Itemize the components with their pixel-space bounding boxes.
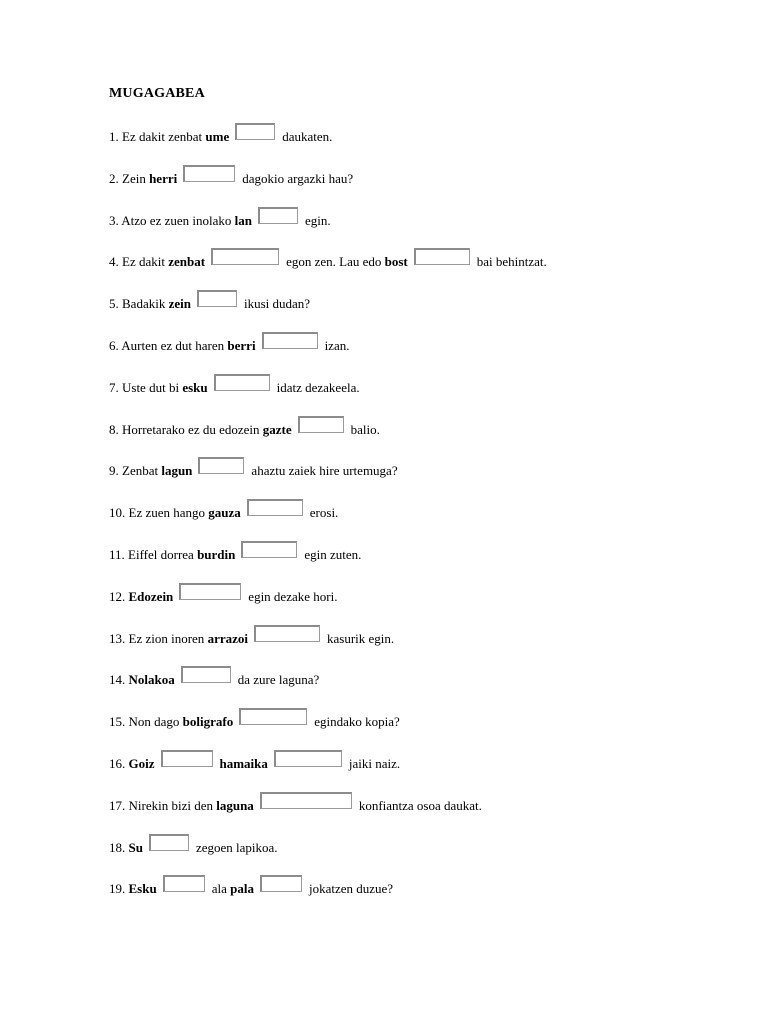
answer-input[interactable]	[260, 875, 302, 892]
sentence-text: 7. Uste dut bi	[109, 380, 183, 395]
sentence-text: kasurik egin.	[326, 631, 395, 646]
exercise-item	[109, 880, 393, 898]
keyword-text: berri	[227, 338, 256, 353]
sentence-text: egindako kopia?	[314, 714, 400, 729]
keyword-text: gauza	[208, 505, 241, 520]
sentence-text: egin zuten.	[304, 547, 362, 562]
sentence-text: 18.	[109, 840, 129, 855]
exercise-item	[109, 462, 398, 480]
answer-input[interactable]	[239, 708, 307, 725]
sentence-text: idatz dezakeela.	[276, 380, 360, 395]
keyword-text: bost	[384, 254, 408, 269]
sentence-text: 8. Horretarako ez du edozein	[109, 422, 263, 437]
sentence-text: 2. Zein	[109, 171, 150, 186]
sentence-text: erosi.	[309, 505, 339, 520]
sentence-text: daukaten.	[282, 129, 333, 144]
sentence-text: 9. Zenbat	[109, 463, 162, 478]
answer-input[interactable]	[214, 374, 270, 391]
exercise-item	[109, 337, 349, 355]
keyword-text: arrazoi	[207, 631, 248, 646]
exercise-item	[109, 588, 337, 606]
keyword-text: Edozein	[128, 589, 174, 604]
keyword-text: burdin	[197, 547, 236, 562]
keyword-text: lan	[234, 213, 252, 228]
keyword-text: hamaika	[219, 756, 268, 771]
keyword-text: esku	[182, 380, 208, 395]
sentence-text: 13. Ez zion inoren	[109, 631, 208, 646]
sentence-text: 1. Ez dakit zenbat	[109, 129, 206, 144]
answer-input[interactable]	[181, 666, 231, 683]
answer-input[interactable]	[183, 165, 235, 182]
sentence-text: 17. Nirekin bizi den	[109, 798, 217, 813]
sentence-text: bai behintzat.	[476, 254, 547, 269]
sentence-text: 3. Atzo ez zuen inolako	[109, 213, 235, 228]
keyword-text: Esku	[128, 881, 157, 896]
sentence-text: dagokio argazki hau?	[242, 171, 354, 186]
answer-input[interactable]	[260, 792, 352, 809]
exercise-item	[109, 713, 400, 731]
answer-input[interactable]	[198, 457, 244, 474]
sentence-text: 14.	[109, 672, 129, 687]
answer-input[interactable]	[241, 541, 297, 558]
answer-input[interactable]	[235, 123, 275, 140]
answer-input[interactable]	[161, 750, 213, 767]
keyword-text: Goiz	[128, 756, 155, 771]
keyword-text: Su	[128, 840, 143, 855]
keyword-text: zenbat	[168, 254, 206, 269]
exercise-item	[109, 128, 332, 146]
sentence-text: 11. Eiffel dorrea	[109, 547, 198, 562]
answer-input[interactable]	[258, 207, 298, 224]
sentence-text: 5. Badakik	[109, 296, 169, 311]
answer-input[interactable]	[298, 416, 344, 433]
sentence-text: jokatzen duzue?	[308, 881, 394, 896]
answer-input[interactable]	[179, 583, 241, 600]
page-title: MUGAGABEA	[109, 86, 205, 101]
keyword-text: gazte	[262, 422, 292, 437]
keyword-text: laguna	[216, 798, 254, 813]
sentence-text: ikusi dudan?	[243, 296, 311, 311]
sentence-text: 19.	[109, 881, 129, 896]
keyword-text: Nolakoa	[128, 672, 175, 687]
sentence-text: 4. Ez dakit	[109, 254, 169, 269]
keyword-text: pala	[230, 881, 254, 896]
keyword-text: zein	[168, 296, 191, 311]
sentence-text: 10. Ez zuen hango	[109, 505, 209, 520]
sentence-text: 6. Aurten ez dut haren	[109, 338, 228, 353]
exercise-item	[109, 755, 400, 773]
sentence-text: da zure laguna?	[237, 672, 320, 687]
keyword-text: ume	[205, 129, 230, 144]
answer-input[interactable]	[163, 875, 205, 892]
sentence-text: balio.	[350, 422, 380, 437]
answer-input[interactable]	[149, 834, 189, 851]
sentence-text: ahaztu zaiek hire urtemuga?	[251, 463, 398, 478]
answer-input[interactable]	[274, 750, 342, 767]
sentence-text: 15. Non dago	[109, 714, 183, 729]
exercise-item	[109, 379, 360, 397]
sentence-text: izan.	[324, 338, 350, 353]
keyword-text: herri	[149, 171, 178, 186]
answer-input[interactable]	[414, 248, 470, 265]
exercise-item	[109, 295, 310, 313]
sentence-text: 16.	[109, 756, 129, 771]
exercise-item	[109, 797, 482, 815]
exercise-item	[109, 671, 319, 689]
sentence-text: egon zen. Lau edo	[286, 254, 385, 269]
answer-input[interactable]	[197, 290, 237, 307]
sentence-text: egin.	[304, 213, 331, 228]
exercise-item	[109, 504, 338, 522]
exercise-item	[109, 170, 353, 188]
exercise-item	[109, 839, 278, 857]
answer-input[interactable]	[211, 248, 279, 265]
exercise-item	[109, 212, 331, 230]
exercise-item	[109, 421, 380, 439]
sentence-text: ala	[211, 881, 231, 896]
sentence-text: 12.	[109, 589, 129, 604]
keyword-text: lagun	[161, 463, 193, 478]
exercise-item	[109, 253, 547, 271]
sentence-text: egin dezake hori.	[248, 589, 338, 604]
sentence-text: jaiki naiz.	[348, 756, 401, 771]
answer-input[interactable]	[254, 625, 320, 642]
exercise-item	[109, 630, 394, 648]
answer-input[interactable]	[262, 332, 318, 349]
keyword-text: boligrafo	[182, 714, 234, 729]
sentence-text: zegoen lapikoa.	[195, 840, 278, 855]
answer-input[interactable]	[247, 499, 303, 516]
exercise-item	[109, 546, 361, 564]
sentence-text: konfiantza osoa daukat.	[358, 798, 482, 813]
